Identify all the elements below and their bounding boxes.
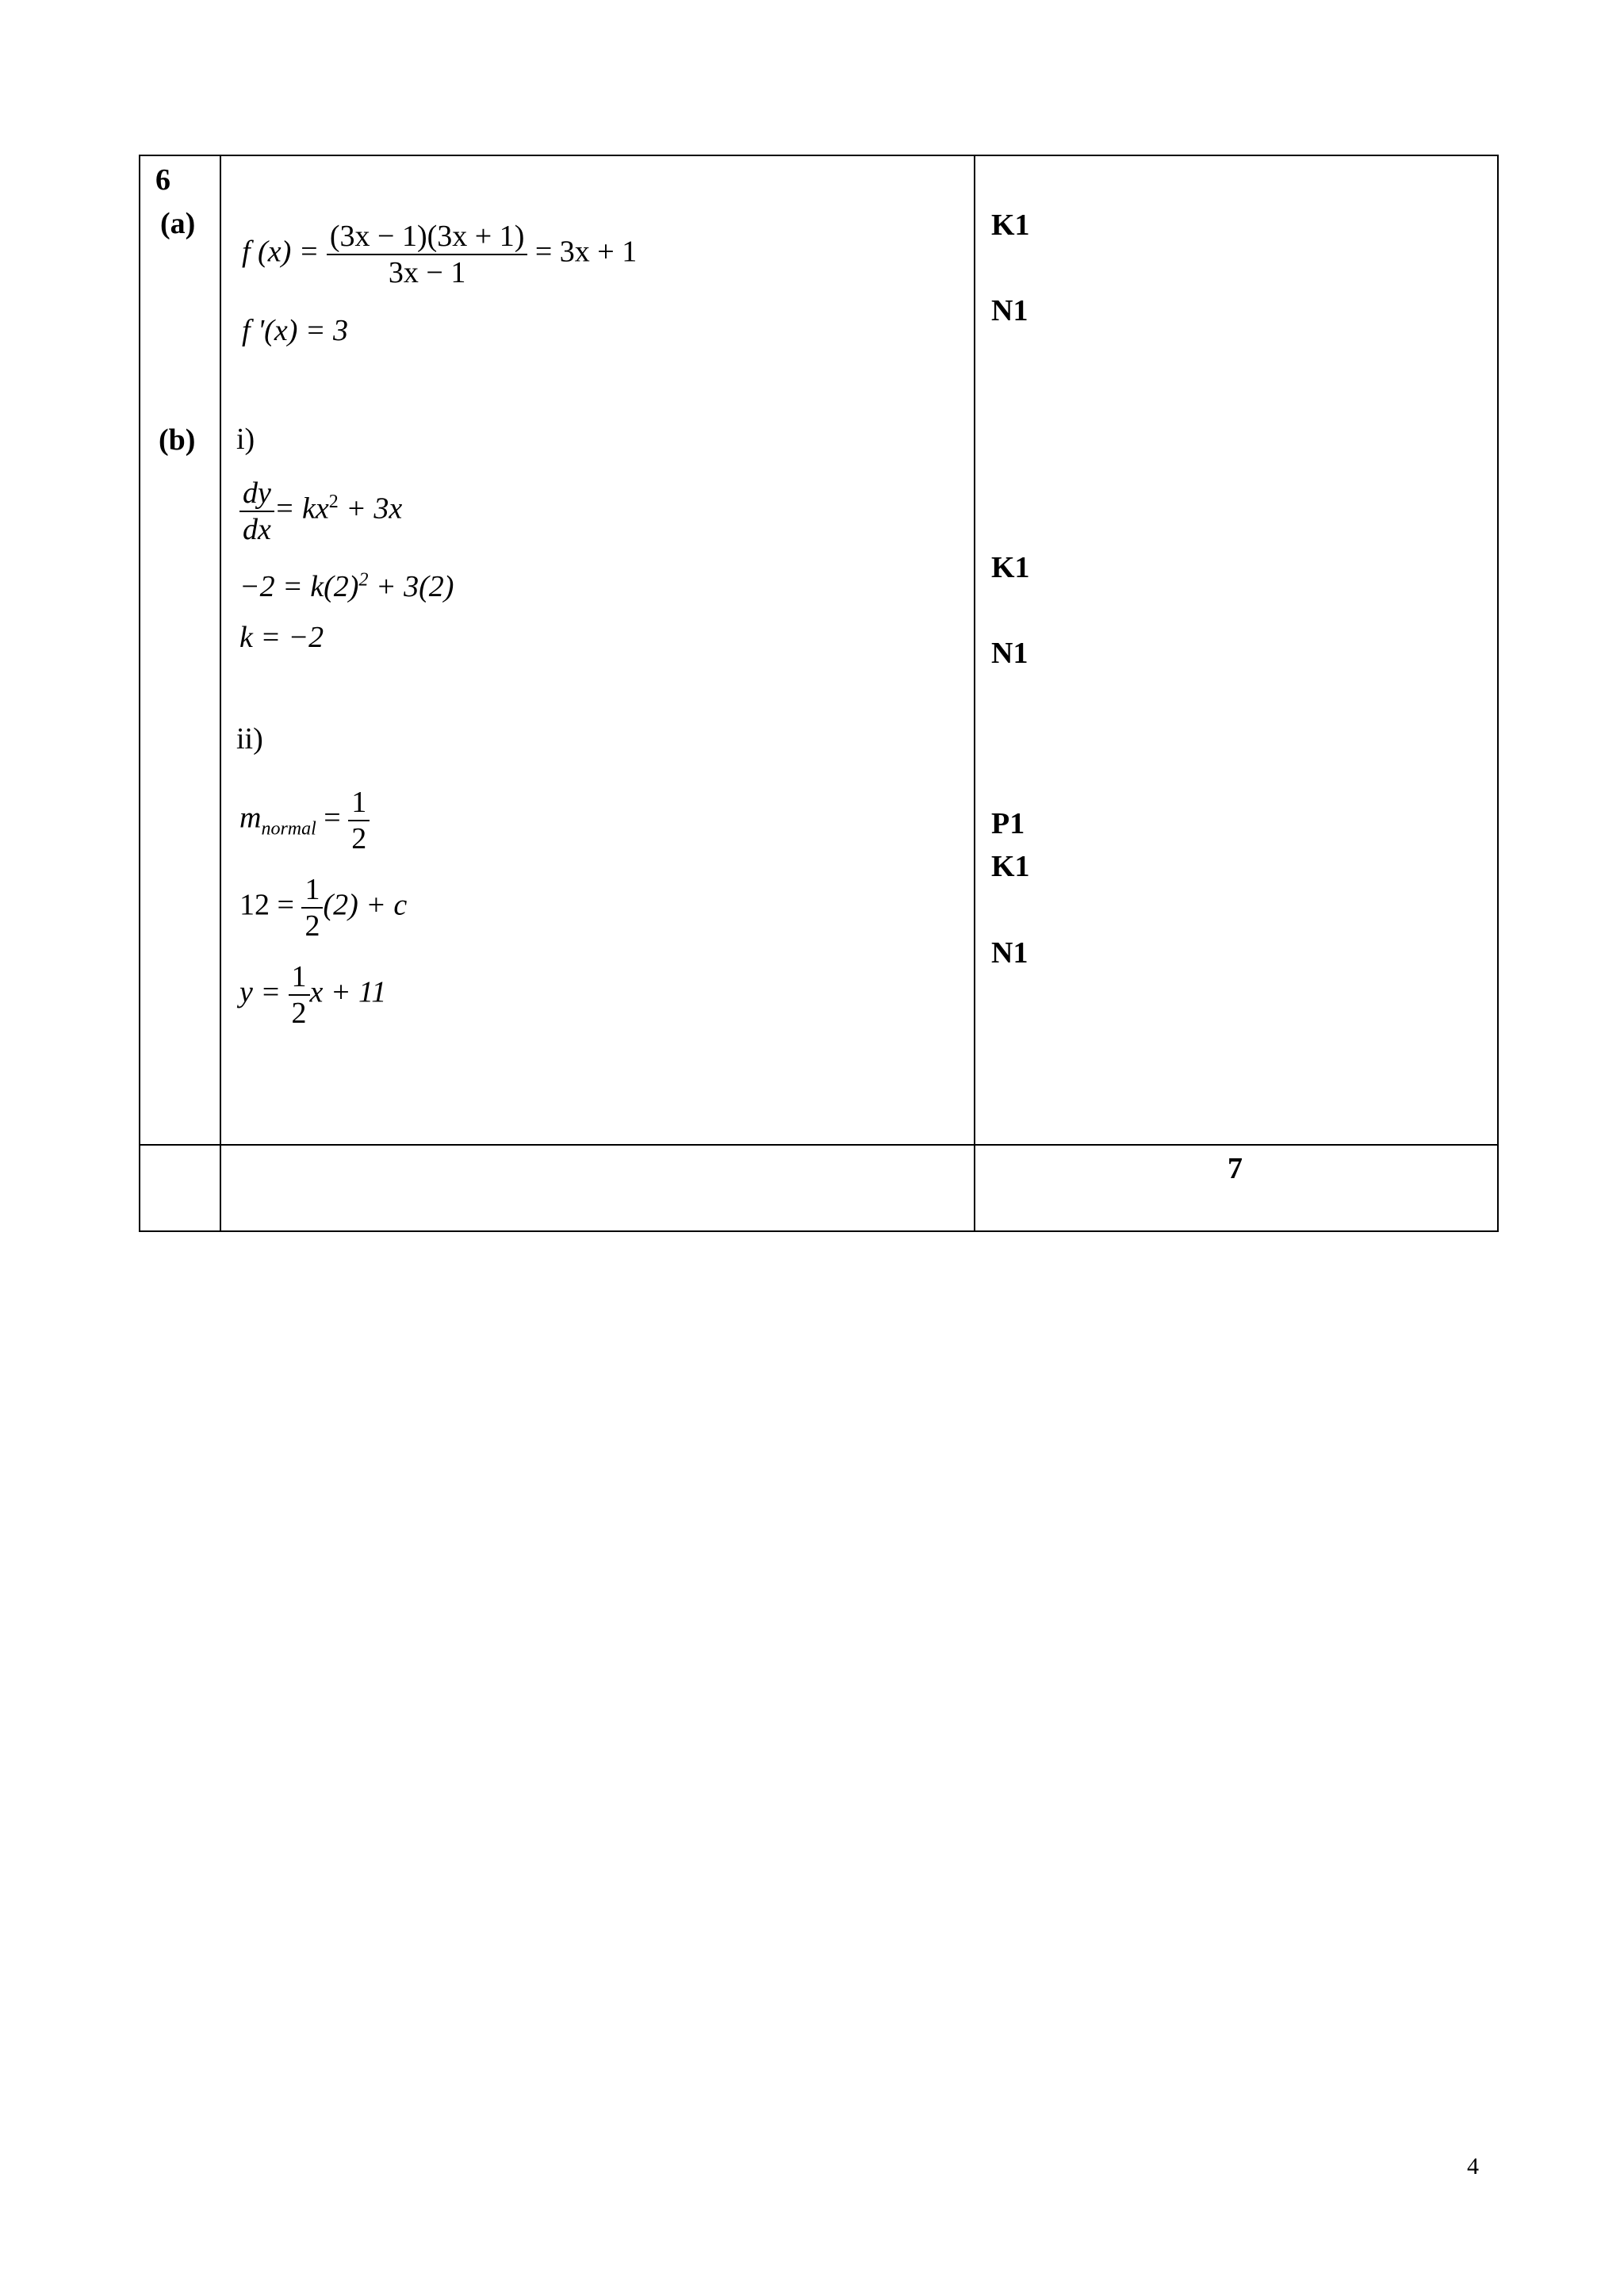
table-row-divider bbox=[139, 1144, 1499, 1146]
mark-b-ii-1: P1 bbox=[991, 807, 1025, 840]
dx-denominator: dx bbox=[243, 513, 271, 546]
part-a-rhs: = 3x + 1 bbox=[534, 235, 638, 269]
part-a-line-1 bbox=[242, 219, 637, 290]
sub-ii-line-2-denominator: 2 bbox=[304, 909, 320, 943]
sub-i-line-2-sup: 2 bbox=[358, 569, 369, 591]
dy-dx-fraction bbox=[239, 476, 274, 547]
table-col-divider-2 bbox=[974, 155, 975, 1232]
sub-ii-line-3-lhs: y = bbox=[239, 975, 289, 1009]
sub-ii-line-3-rhs: x + 11 bbox=[309, 975, 387, 1009]
sub-ii-line-3-numerator: 1 bbox=[289, 959, 310, 996]
table-col-divider-1 bbox=[220, 155, 221, 1232]
sub-ii-line-3 bbox=[239, 959, 386, 1031]
sub-ii-label: ii) bbox=[236, 722, 263, 756]
table-border-bottom bbox=[139, 1230, 1499, 1232]
part-a-fraction bbox=[327, 219, 527, 290]
page-number: 4 bbox=[1467, 2153, 1479, 2179]
sub-ii-line-2-numerator: 1 bbox=[301, 872, 323, 909]
sub-i-line-2b: + 3(2) bbox=[368, 570, 454, 603]
part-a-denominator: 3x − 1 bbox=[388, 256, 466, 289]
mark-b-ii-3: N1 bbox=[991, 936, 1028, 970]
sub-i-line-2 bbox=[239, 569, 454, 604]
sub-i-label: i) bbox=[236, 423, 255, 456]
table-border-right bbox=[1497, 155, 1499, 1232]
mark-a-1: K1 bbox=[991, 209, 1030, 242]
mark-b-i-2: N1 bbox=[991, 637, 1028, 670]
sub-ii-equals: = bbox=[316, 801, 349, 835]
table-border-left bbox=[139, 155, 140, 1232]
mark-a-2: N1 bbox=[991, 294, 1028, 327]
part-a-line-2: f '(x) = 3 bbox=[242, 314, 349, 347]
part-a-lhs: f (x) = bbox=[242, 235, 320, 269]
sub-ii-line-2-fraction bbox=[301, 872, 323, 943]
m-symbol: m bbox=[239, 801, 262, 835]
sub-i-rhs-b: + 3x bbox=[338, 492, 403, 526]
sub-ii-line-1 bbox=[239, 785, 370, 856]
mark-b-ii-2: K1 bbox=[991, 850, 1030, 883]
sub-ii-line-2 bbox=[239, 872, 407, 943]
table-border-top bbox=[139, 155, 1499, 156]
sub-i-rhs-a: = kx bbox=[274, 492, 329, 526]
sub-ii-line-2-rhs: (2) + c bbox=[323, 888, 408, 922]
dy-numerator: dy bbox=[239, 476, 274, 512]
m-normal-fraction bbox=[348, 785, 370, 856]
mark-b-i-1: K1 bbox=[991, 551, 1030, 584]
sub-ii-line-2-lhs: 12 = bbox=[239, 888, 302, 922]
sub-ii-line-3-denominator: 2 bbox=[291, 997, 307, 1030]
m-normal-numerator: 1 bbox=[348, 785, 370, 821]
sub-i-rhs-sup: 2 bbox=[328, 492, 339, 513]
question-number: 6 bbox=[155, 163, 170, 197]
part-a-label: (a) bbox=[160, 207, 196, 240]
total-marks: 7 bbox=[1228, 1152, 1243, 1185]
normal-subscript: normal bbox=[261, 818, 316, 840]
m-normal-denominator: 2 bbox=[351, 822, 367, 855]
sub-i-line-1 bbox=[239, 476, 402, 547]
sub-ii-line-3-fraction bbox=[289, 959, 310, 1031]
sub-i-line-2a: −2 = k(2) bbox=[239, 570, 359, 603]
part-a-numerator: (3x − 1)(3x + 1) bbox=[327, 219, 527, 255]
part-b-label: (b) bbox=[159, 423, 196, 457]
sub-i-line-3: k = −2 bbox=[239, 621, 324, 654]
